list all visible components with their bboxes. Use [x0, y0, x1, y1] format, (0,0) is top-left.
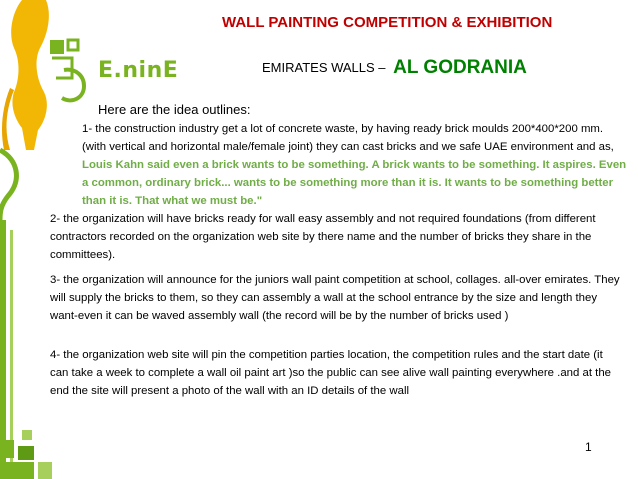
- kahn-quote: Louis Kahn said even a brick wants to be something. A brick wants to be something. It aspires. Even a common, ordinary brick... wants to be something more than it is. It wants to be something better than it is. That what we must be.: [82, 159, 627, 207]
- point-4: 4- the organization web site will pin the competition parties location, the competition rules and the start date (it can take a week to complete a wall oil paint art )so the public can see alive wall painting everywhere .and at the end the site will present a photo of the wall with an ID details of the wall: [50, 349, 611, 397]
- intro-heading: Here are the idea outlines:: [98, 102, 251, 117]
- page-number: 1: [585, 440, 592, 454]
- quote-end-mark: ": [256, 195, 263, 207]
- point-1-text: 1- the construction industry get a lot of concrete waste, by having ready brick moulds 200*400*200 mm. (with vertical and horizontal male/female joint) they can cast bricks and we safe UAE environment and as,: [82, 123, 614, 153]
- slide-subtitle: [262, 56, 527, 78]
- subtitle-lead: EMIRATES WALLS –: [262, 60, 386, 75]
- point-1: [82, 120, 630, 210]
- point-2: 2- the organization will have bricks ready for wall easy assembly and not required foundations (from different contractors recorded on the organization web site by there name and the number of bricks they share in the committees).: [50, 213, 596, 261]
- slide-title: WALL PAINTING COMPETITION & EXHIBITION: [222, 14, 553, 31]
- subtitle-place: AL GODRANIA: [393, 57, 527, 78]
- brand-logo-text: E.ninE: [98, 58, 179, 83]
- point-3: 3- the organization will announce for the juniors wall paint competition at school, collages. all-over emirates. They will supply the bricks to them, so they can assembly a wall at the school entrance by the size and length they want-even it can be waved assembly wall (the record will be by the number of bricks used ): [50, 274, 620, 322]
